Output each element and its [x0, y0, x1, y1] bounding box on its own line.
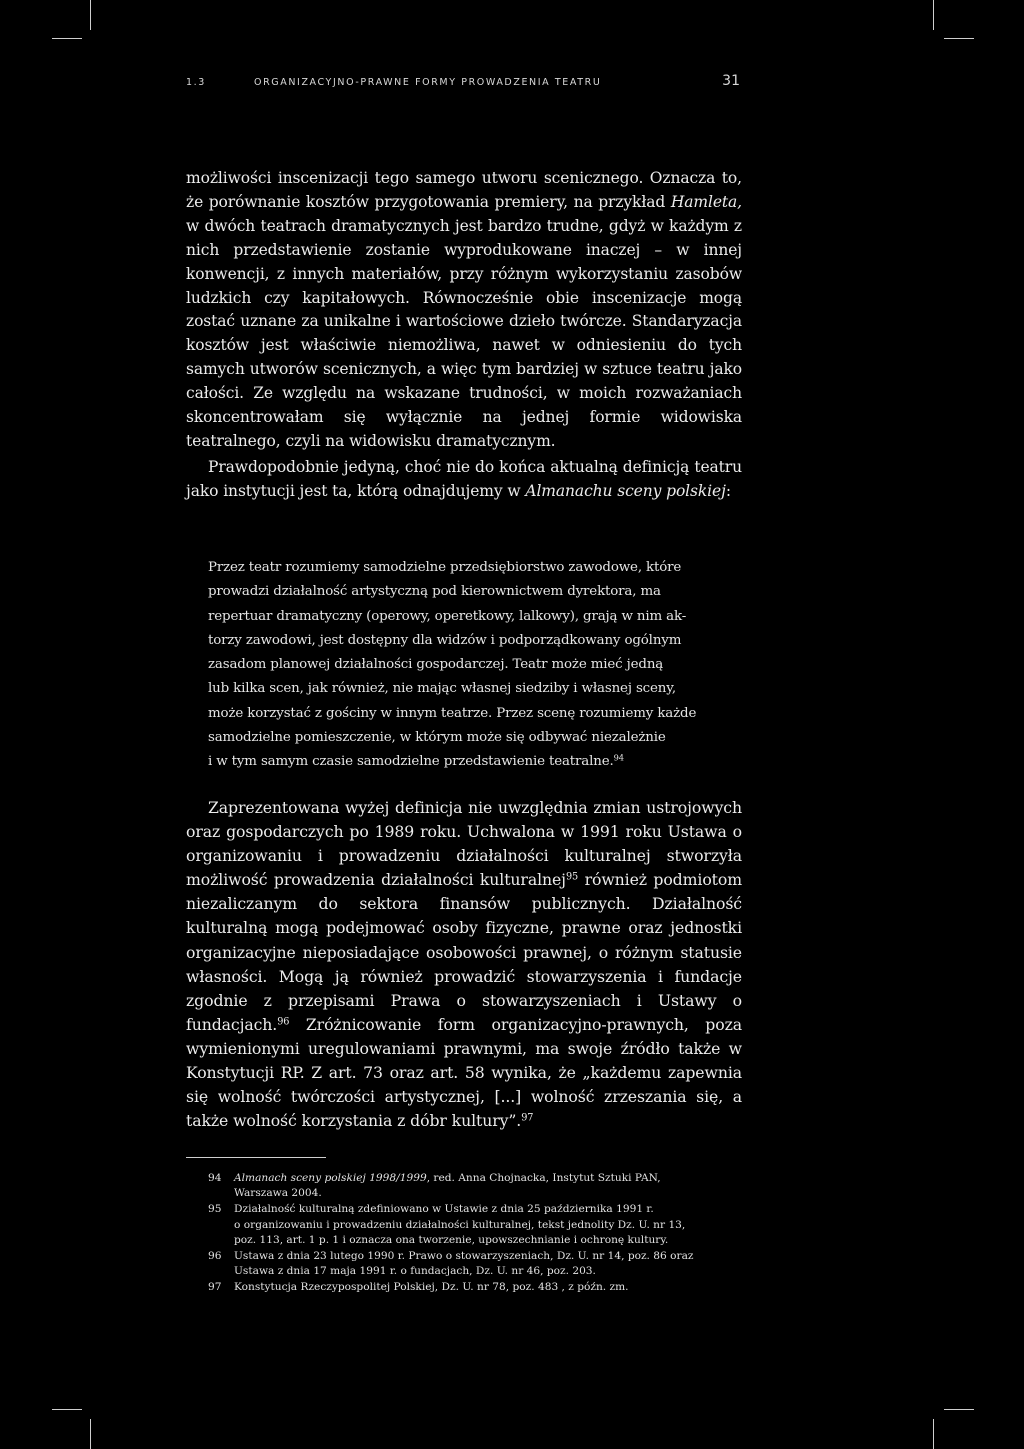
page-number: 31: [722, 73, 740, 89]
quote-line: samodzielne pomieszczenie, w którym może się odbywać niezależnie: [208, 730, 666, 746]
quote-line: zasadom planowej działalności gospodarczej. Teatr może mieć jedną: [208, 657, 664, 673]
quote-line: repertuar dramatyczny (operowy, operetkowy, lalkowy), grają w nim ak-: [208, 608, 687, 624]
footnote-divider: [186, 1157, 326, 1158]
paragraph-text: Prawdopodobnie jedyną, choć nie do końca aktualną definicją teatru jako instytucji jest ta, którą odnajdujemy w: [186, 458, 742, 500]
crop-mark: [90, 0, 91, 30]
paragraph-text: Zaprezentowana wyżej definicja nie uwzględnia zmian ustrojowych oraz gospodarczych po 1989 roku. Uchwalona w 1991 roku Ustawa o organizowaniu i prowadzeniu działalności kulturalnej stworzyła możliwość prowadzenia działalności kulturalnej: [186, 798, 742, 890]
body-paragraph: [186, 456, 742, 504]
crop-mark: [944, 1409, 974, 1410]
italic-title: Hamleta,: [670, 192, 742, 211]
footnote: [186, 1171, 746, 1201]
crop-mark: [933, 1419, 934, 1449]
crop-mark: [944, 38, 974, 39]
footnote-text: , red. Anna Chojnacka, Instytut Sztuki PAN,: [426, 1172, 661, 1184]
quote-line: Przez teatr rozumiemy samodzielne przedsiębiorstwo zawodowe, które: [208, 560, 682, 575]
footnotes: [186, 1171, 746, 1297]
quote-text: i w tym samym czasie samodzielne przedstawienie teatralne.: [208, 754, 614, 770]
footnote-ref: 96: [277, 1016, 290, 1028]
paragraph-text: :: [725, 481, 731, 500]
paragraph-text: również podmiotom niezaliczanym do sektora finansów publicznych. Działalność kulturalną mogą podejmować osoby fizyczne, prawne oraz jednostki organizacyjne nieposiadające osobowości prawnej, o różnym statusie własności. Mogą ją również prowadzić stowarzyszenia i fundacje zgodnie z przepisami Prawa o stowarzyszeniach i Ustawy o fundacjach.: [186, 870, 742, 1034]
footnote-line: poz. 113, art. 1 p. 1 i oznacza ona tworzenie, upowszechnianie i ochronę kultury.: [234, 1233, 669, 1246]
block-quote: [208, 556, 728, 775]
footnote-ref: 97: [521, 1112, 534, 1124]
footnote-title: Almanach sceny polskiej 1998/1999: [234, 1172, 427, 1184]
crop-mark: [52, 1409, 82, 1410]
footnote-line: Ustawa z dnia 23 lutego 1990 r. Prawo o stowarzyszeniach, Dz. U. nr 14, poz. 86 oraz: [234, 1250, 694, 1263]
footnote: [186, 1280, 746, 1295]
footnote-line: Konstytucja Rzeczypospolitej Polskiej, Dz. U. nr 78, poz. 483 , z późn. zm.: [234, 1281, 629, 1294]
footnote: [186, 1202, 746, 1248]
section-title: ORGANIZACYJNO-PRAWNE FORMY PROWADZENIA TEATRU: [254, 77, 602, 88]
footnote-ref: 94: [613, 752, 624, 763]
quote-line: może korzystać z gościny w innym teatrze. Przez scenę rozumiemy każde: [208, 705, 697, 721]
body-paragraph: [186, 167, 742, 454]
crop-mark: [90, 1419, 91, 1449]
paragraph-text: Zróżnicowanie form organizacyjno-prawnych, poza wymienionymi uregulowaniami prawnymi, ma swoje źródło także w Konstytucji RP. Z art. 73 oraz art. 58 wynika, że „każdemu zapewnia się wolność twórczości artystycznej, [...] wolność zrzeszania się, a także wolność korzystania z dóbr kultury”.: [186, 1014, 742, 1131]
quote-line: lub kilka scen, jak również, nie mając własnej siedziby i własnej sceny,: [208, 681, 677, 697]
section-number: 1.3: [186, 77, 206, 88]
footnote-line: Ustawa z dnia 17 maja 1991 r. o fundacjach, Dz. U. nr 46, poz. 203.: [234, 1265, 596, 1278]
footnote: [186, 1249, 746, 1279]
footnote-number: 95: [208, 1203, 222, 1216]
footnote-line: Warszawa 2004.: [234, 1187, 322, 1200]
footnote-number: 94: [208, 1172, 222, 1184]
quote-line: prowadzi działalność artystyczną pod kierownictwem dyrektora, ma: [208, 584, 661, 600]
crop-mark: [52, 38, 82, 39]
footnote-line: Działalność kulturalną zdefiniowano w Ustawie z dnia 25 października 1991 r.: [234, 1203, 654, 1216]
footnote-line: o organizowaniu i prowadzeniu działalności kulturalnej, tekst jednolity Dz. U. nr 13,: [234, 1218, 686, 1231]
italic-title: Almanachu sceny polskiej: [525, 481, 726, 500]
quote-line: torzy zawodowi, jest dostępny dla widzów i podporządkowany ogólnym: [208, 632, 682, 648]
paragraph-text: możliwości inscenizacji tego samego utworu scenicznego. Oznacza to, że porównanie kosztów przygotowania premiery, na przykład: [186, 169, 742, 211]
body-paragraph: [186, 796, 742, 1133]
footnote-line: [234, 1171, 746, 1186]
running-head: [186, 75, 740, 93]
footnote-number: 97: [208, 1281, 222, 1294]
footnote-ref: 95: [565, 871, 579, 883]
paragraph-text: w dwóch teatrach dramatycznych jest bardzo trudne, gdyż w każdym z nich przedstawienie zostanie wyprodukowane inaczej – w innej konwencji, z innych materiałów, przy różnym wykorzystaniu zasobów ludzkich czy kapitałowych. Równocześnie obie inscenizacje mogą zostać uznane za unikalne i wartościowe dzieło twórcze. Standaryzacja kosztów jest właściwie niemożliwa, nawet w odniesieniu do tych samych utworów scenicznych, a więc tym bardziej w sztuce teatru jako całości. Ze względu na wskazane trudności, w moich rozważaniach skoncentrowałam się wyłącznie na jednej formie widowiska teatralnego, czyli na widowisku dramatycznym.: [186, 216, 742, 450]
quote-line: [208, 750, 728, 774]
footnote-number: 96: [208, 1250, 222, 1263]
crop-mark: [933, 0, 934, 30]
